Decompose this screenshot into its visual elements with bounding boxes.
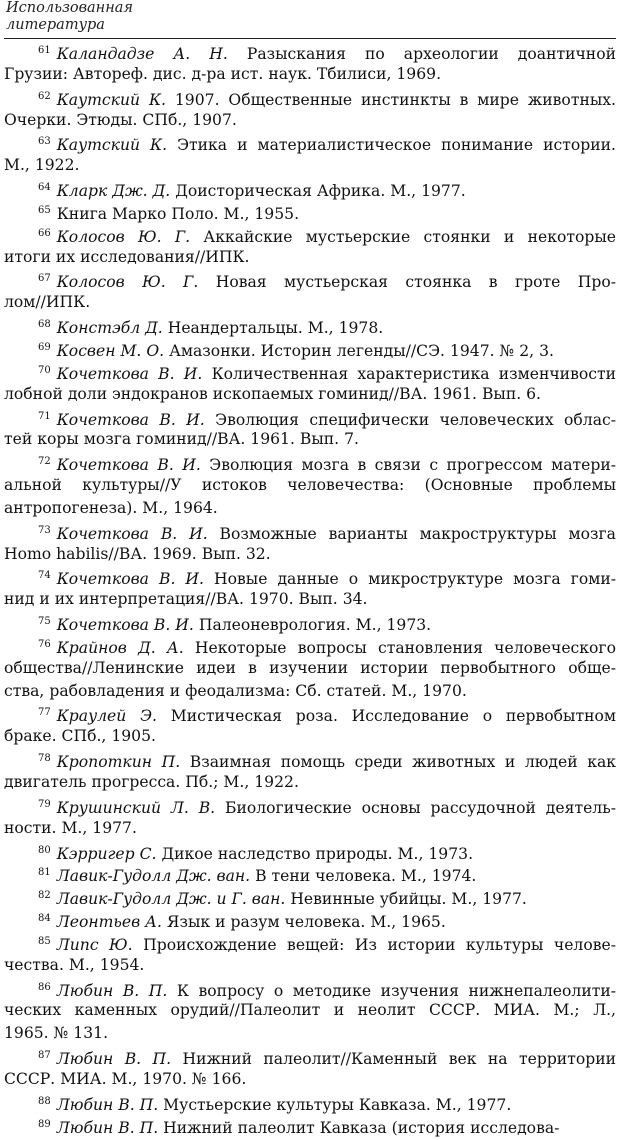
entry-author: Каландадзе А. Н. <box>56 45 228 63</box>
entry-author: Лавик-Гудолл Дж. и Г. ван. <box>56 890 286 909</box>
entry-line <box>4 565 616 588</box>
entry-text: нид и их интерпретация//ВА. 1970. Вып. 34. <box>4 590 368 609</box>
entry-text: лом//ИПК. <box>4 293 91 312</box>
entry-number: 63 <box>38 136 51 148</box>
entry-number: 80 <box>38 844 51 856</box>
entry-author: Колосов Ю. Г. <box>56 227 191 246</box>
entry-author: Кларк Дж. Д. <box>56 182 171 201</box>
bibliography-entry <box>4 451 616 520</box>
entry-text: Возможные варианты макроструктуры мозга <box>219 524 616 543</box>
entry-number: 62 <box>38 90 51 102</box>
entry-text: тей коры мозга гоминид//ВА. 1961. Вып. 7. <box>4 430 359 449</box>
entry-author: Любин В. П. <box>56 981 168 1000</box>
header-rule <box>4 38 616 39</box>
entry-number: 61 <box>38 45 51 56</box>
bibliography-entry <box>4 977 616 1046</box>
entry-line <box>4 406 616 429</box>
entry-line <box>4 428 616 451</box>
entry-text: Мустьерские культуры Кавказа. М., 1977. <box>163 1095 512 1114</box>
entry-author: Кочеткова В. И. <box>56 456 201 475</box>
entry-line <box>4 314 616 337</box>
bibliography-entry <box>4 1045 616 1091</box>
entry-line <box>4 588 616 611</box>
bibliography-entry <box>4 86 616 132</box>
entry-author: Кочеткова В. И. <box>56 364 203 383</box>
entry-text: Новые данные о микроструктуре мозга гоми- <box>214 570 616 589</box>
bibliography-entry <box>4 268 616 314</box>
bibliography-entry <box>4 794 616 840</box>
entry-text: ности. М., 1977. <box>4 818 137 837</box>
entry-line <box>4 63 616 86</box>
entry-line <box>4 543 616 566</box>
entry-number: 66 <box>38 227 51 239</box>
entry-text: М., 1922. <box>4 156 80 175</box>
entry-author: Кочеткова В. И. <box>56 616 194 635</box>
entry-author: Кочеткова В. И. <box>56 410 205 429</box>
bibliography-entry <box>4 131 616 177</box>
bibliography-entry <box>4 611 616 634</box>
entry-line <box>4 817 616 840</box>
entry-author: Косвен М. О. <box>56 341 165 360</box>
entry-author: Крушинский Л. В. <box>56 798 216 817</box>
entry-line <box>4 291 616 314</box>
entry-number: 85 <box>38 935 51 947</box>
entry-number: 67 <box>38 273 51 285</box>
entry-author: Лавик-Гудолл Дж. ван. <box>56 867 251 886</box>
entry-line <box>4 474 616 497</box>
entry-number: 86 <box>38 981 51 993</box>
entry-line <box>4 794 616 817</box>
bibliography-list <box>4 40 616 1137</box>
entry-author: Констэбл Д. <box>56 319 163 338</box>
entry-line <box>4 611 616 634</box>
entry-author: Каутский К. <box>56 90 166 109</box>
entry-text: Книга Марко Поло. М., 1955. <box>56 204 300 223</box>
bibliography-entry <box>4 565 616 611</box>
entry-number: 88 <box>38 1095 51 1107</box>
entry-line <box>4 223 616 246</box>
bibliography-entry <box>4 931 616 977</box>
entry-text: К вопросу о методике изучения нижнепалеолити- <box>176 981 616 1000</box>
entry-line <box>4 862 616 885</box>
entry-text: Неандертальцы. М., 1978. <box>167 319 384 338</box>
bibliography-entry <box>4 520 616 566</box>
bibliography-entry <box>4 862 616 885</box>
entry-line <box>4 634 616 657</box>
entry-line <box>4 1022 616 1045</box>
entry-text: Невинные убийцы. М., 1977. <box>290 890 527 909</box>
entry-line <box>4 246 616 269</box>
bibliography-entry <box>4 634 616 703</box>
entry-text: Грузии: Автореф. дис. д-ра ист. наук. Тбилиси, 1969. <box>4 64 442 83</box>
entry-text: Мистическая роза. Исследование о первобытном <box>170 707 616 726</box>
entry-text: Биологические основы рассудочной деятель- <box>225 798 616 817</box>
entry-author: Любин В. П. <box>56 1095 159 1114</box>
entry-author: Липс Ю. <box>56 935 133 954</box>
entry-line <box>4 520 616 543</box>
entry-number: 65 <box>38 204 51 216</box>
entry-number: 71 <box>38 410 51 422</box>
entry-text: Происхождение вещей: Из истории культуры челове- <box>143 935 616 954</box>
entry-line <box>4 40 616 63</box>
entry-text: антропогенеза). М., 1964. <box>4 498 218 517</box>
entry-text: 1965. № 131. <box>4 1024 109 1043</box>
entry-line <box>4 1114 616 1137</box>
entry-number: 69 <box>38 341 51 353</box>
entry-line <box>4 497 616 520</box>
entry-text: Количественная характеристика изменчивости <box>211 364 616 383</box>
entry-text: Эволюция мозга в связи с прогрессом матери- <box>209 456 616 475</box>
entry-line <box>4 154 616 177</box>
entry-number: 76 <box>38 638 51 650</box>
header-line-2: литература <box>6 17 105 33</box>
entry-number: 81 <box>38 867 51 879</box>
entry-text: ства, рабовладения и феодализма: Сб. статей. М., 1970. <box>4 681 467 700</box>
entry-number: 87 <box>38 1050 51 1062</box>
entry-line <box>4 977 616 1000</box>
entry-line <box>4 885 616 908</box>
entry-text: Очерки. Этюды. СПб., 1907. <box>4 110 237 129</box>
bibliography-entry <box>4 406 616 452</box>
entry-line <box>4 840 616 863</box>
entry-line <box>4 1091 616 1114</box>
entry-line <box>4 908 616 931</box>
entry-number: 77 <box>38 707 51 719</box>
entry-text: Доисторическая Африка. М., 1977. <box>175 182 466 201</box>
entry-author: Кочеткова В. И. <box>56 524 208 543</box>
entry-line <box>4 748 616 771</box>
bibliography-entry <box>4 748 616 794</box>
entry-line <box>4 702 616 725</box>
entry-text: чества. М., 1954. <box>4 955 145 974</box>
entry-line <box>4 931 616 954</box>
entry-text: Аккайские мустьерские стоянки и некоторые <box>203 227 616 246</box>
entry-text: двигатель прогресса. Пб.; М., 1922. <box>4 773 299 791</box>
bibliography-entry <box>4 337 616 360</box>
bibliography-entry <box>4 360 616 406</box>
entry-text: Дикое наследство природы. М., 1973. <box>161 844 474 863</box>
entry-author: Любин В. П. <box>56 1118 159 1137</box>
entry-author: Кропоткин П. <box>56 753 181 772</box>
entry-number: 64 <box>38 182 51 194</box>
entry-text: Нижний палеолит Кавказа (история исследова- <box>163 1118 560 1137</box>
bibliography-entry <box>4 314 616 337</box>
entry-line <box>4 725 616 748</box>
entry-author: Кочеткова В. И. <box>56 570 204 589</box>
entry-text: лобной доли эндокранов ископаемых гоминид//ВА. 1961. Вып. 6. <box>4 384 542 403</box>
entry-number: 78 <box>38 753 51 765</box>
entry-line <box>4 657 616 680</box>
entry-author: Краулей Э. <box>56 707 157 726</box>
header-line-1: Использованная <box>6 0 134 16</box>
entry-text: Палеоневрология. М., 1973. <box>198 616 432 635</box>
entry-line <box>4 383 616 406</box>
entry-number: 70 <box>38 364 51 376</box>
entry-text: В тени человека. М., 1974. <box>255 867 477 886</box>
entry-author: Крайнов Д. А. <box>56 638 184 657</box>
entry-line <box>4 337 616 360</box>
entry-text: Нижний палеолит//Каменный век на территории <box>182 1050 616 1069</box>
running-header <box>6 0 133 34</box>
entry-number: 79 <box>38 798 51 810</box>
entry-line <box>4 1045 616 1068</box>
entry-text: Новая мустьерская стоянка в гроте Про- <box>215 273 616 292</box>
entry-text: ческих каменных орудий//Палеолит и неолит СССР. МИА. М.; Л., <box>4 1001 616 1020</box>
bibliography-entry <box>4 1091 616 1114</box>
entry-number: 73 <box>38 524 51 536</box>
entry-author: Каутский К. <box>56 136 168 155</box>
entry-number: 84 <box>38 913 51 925</box>
entry-text: общества//Ленинские идеи в изучении истории первобытного обще- <box>4 658 616 677</box>
entry-number: 68 <box>38 319 51 331</box>
bibliography-entry <box>4 200 616 223</box>
entry-text: альной культуры//У истоков человечества: (Основные проблемы <box>4 476 616 495</box>
entry-author: Леонтьев А. <box>56 913 162 932</box>
entry-text: Амазонки. Историн легенды//СЭ. 1947. № 2, 3. <box>169 341 554 360</box>
entry-text: Этика и материалистическое понимание истории. <box>177 136 616 155</box>
entry-text: Некоторые вопросы становления человеческого <box>194 638 616 657</box>
entry-text: Разыскания по археологии доантичной <box>246 45 616 63</box>
entry-author: Любин В. П. <box>56 1050 172 1069</box>
entry-line <box>4 86 616 109</box>
bibliography-entry <box>4 702 616 748</box>
entry-number: 72 <box>38 456 51 468</box>
entry-line <box>4 999 616 1022</box>
entry-number: 89 <box>38 1118 51 1130</box>
entry-author: Колосов Ю. Г. <box>56 273 199 292</box>
entry-text: Эволюция специфически человеческих облас- <box>215 410 616 429</box>
entry-line <box>4 268 616 291</box>
entry-text: Взаимная помощь среди животных и людей как <box>189 753 616 772</box>
bibliography-entry <box>4 1114 616 1137</box>
entry-line <box>4 771 616 794</box>
entry-text: Язык и разум человека. М., 1965. <box>166 913 446 932</box>
bibliography-entry <box>4 40 616 86</box>
entry-line <box>4 131 616 154</box>
bibliography-entry <box>4 885 616 908</box>
bibliography-entry <box>4 908 616 931</box>
bibliography-entry <box>4 840 616 863</box>
entry-author: Кэрригер С. <box>56 844 157 863</box>
entry-line <box>4 680 616 703</box>
entry-line <box>4 109 616 132</box>
bibliography-entry <box>4 177 616 200</box>
entry-text: Homo habilis//ВА. 1969. Вып. 32. <box>4 544 271 563</box>
entry-text: СССР. МИА. М., 1970. № 166. <box>4 1069 247 1088</box>
entry-number: 74 <box>38 570 51 582</box>
entry-line <box>4 177 616 200</box>
entry-line <box>4 360 616 383</box>
entry-number: 75 <box>38 616 51 628</box>
entry-number: 82 <box>38 890 51 902</box>
entry-line <box>4 954 616 977</box>
entry-text: 1907. Общественные инстинкты в мире животных. <box>174 90 617 109</box>
entry-text: итоги их исследования//ИПК. <box>4 247 250 266</box>
entry-line <box>4 1068 616 1091</box>
entry-line <box>4 451 616 474</box>
entry-line <box>4 200 616 223</box>
entry-text: браке. СПб., 1905. <box>4 727 156 746</box>
bibliography-entry <box>4 223 616 269</box>
